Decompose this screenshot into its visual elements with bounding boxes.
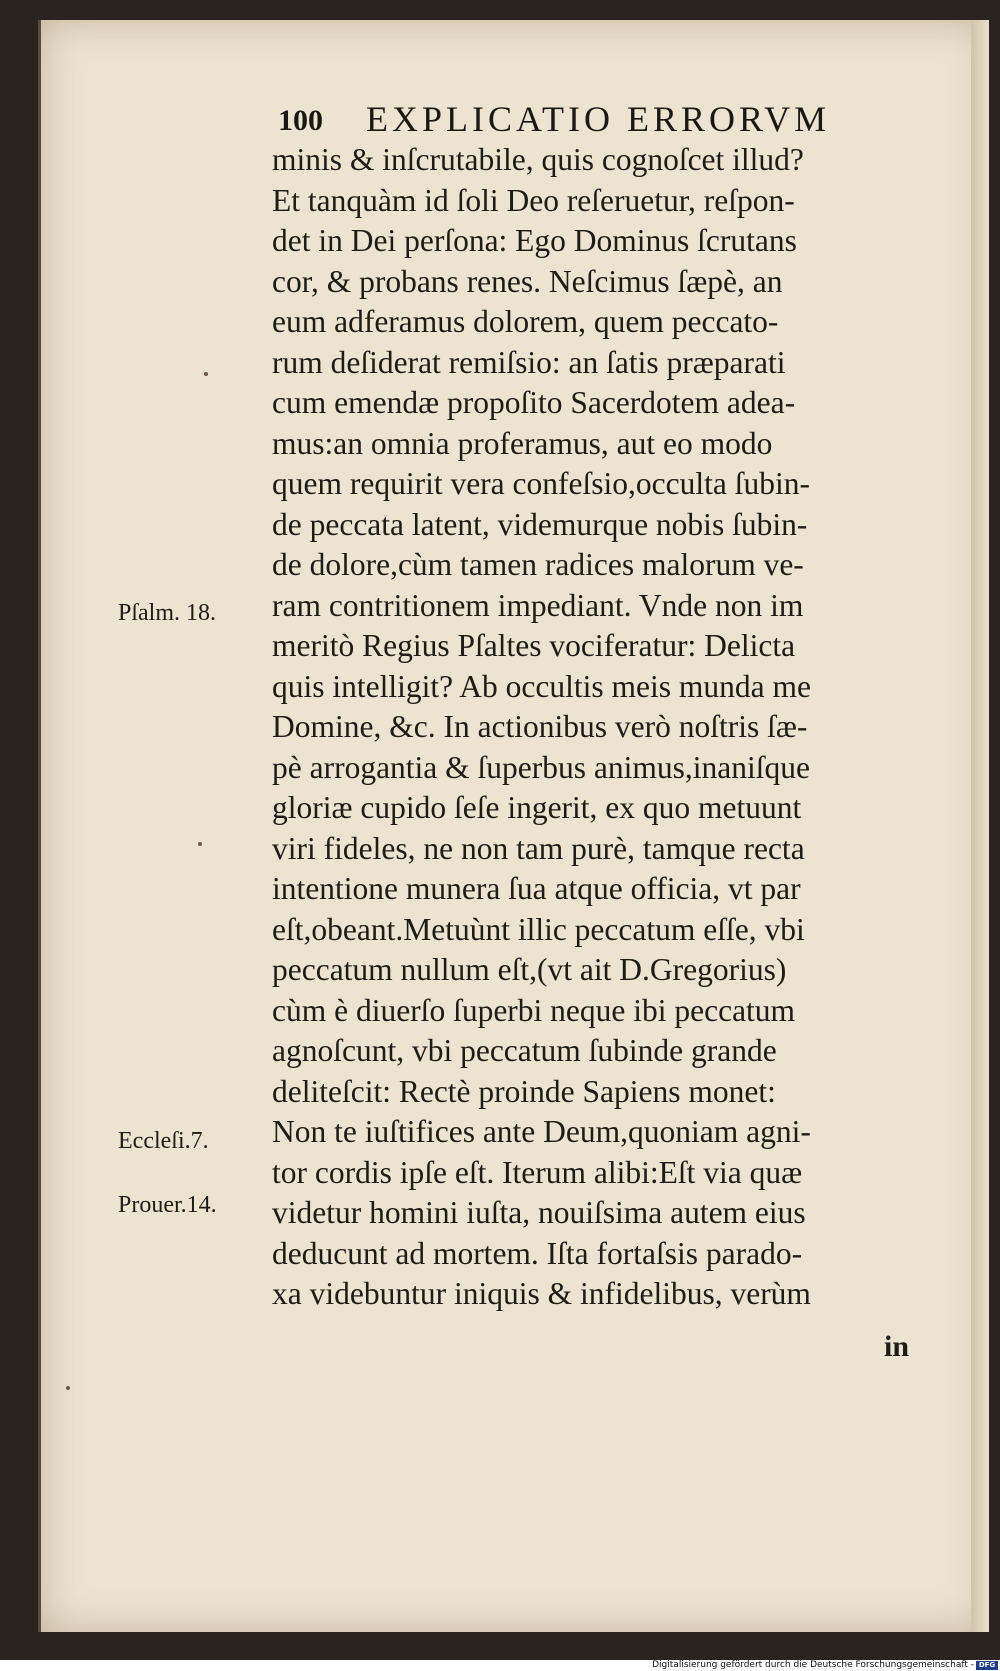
paper-fleck xyxy=(198,842,202,846)
text-line: det in Dei perſona: Ego Dominus ſcrutans xyxy=(272,223,797,258)
text-line: cor, & probans renes. Neſcimus ſæpè, an xyxy=(272,263,783,299)
catchword: in xyxy=(884,1330,910,1363)
text-line: quem requirit vera confeſsio,occulta ſubin- xyxy=(272,466,810,501)
body-text xyxy=(272,140,932,1315)
text-line: pè arrogantia & ſuperbus animus,inaniſque xyxy=(272,749,810,785)
text-line: eum adferamus dolorem, quem peccato- xyxy=(272,304,779,339)
text-line: mus:an omnia proferamus, aut eo modo xyxy=(272,425,773,461)
text-line: ram contritionem impediant. Vnde non im xyxy=(272,587,804,623)
text-line: deliteſcit: Rectè proinde Sapiens monet: xyxy=(272,1073,776,1109)
text-line: meritò Regius Pſaltes vociferatur: Delicta xyxy=(272,628,796,663)
dfg-logo: DFG xyxy=(976,1661,998,1670)
text-line: Domine, &c. In actionibus verò noſtris ſæ- xyxy=(272,709,808,744)
footer-bar xyxy=(0,1660,1000,1671)
text-line: gloriæ cupido ſeſe ingerit, ex quo metuunt xyxy=(272,790,802,825)
paper-fleck xyxy=(204,372,208,376)
text-line: xa videbuntur iniquis & infidelibus, verùm xyxy=(272,1276,811,1311)
text-line: deducunt ad mortem. Iſta fortaſsis parado- xyxy=(272,1235,803,1271)
text-line: videtur homini iuſta, nouiſsima autem eius xyxy=(272,1195,806,1230)
text-line: Non te iuſtifices ante Deum,quoniam agni- xyxy=(272,1114,811,1149)
text-line: tor cordis ipſe eſt. Iterum alibi:Eſt via quæ xyxy=(272,1154,803,1190)
text-line: agnoſcunt, vbi peccatum ſubinde grande xyxy=(272,1033,777,1068)
text-line: de peccata latent, videmurque nobis ſubin- xyxy=(272,506,808,542)
text-line: cum emendæ propoſito Sacerdotem adea- xyxy=(272,385,796,420)
text-line: de dolore,cùm tamen radices malorum ve- xyxy=(272,547,804,582)
funding-credit: Digitalisierung gefördert durch die Deutsche Forschungsgemeinschaft - xyxy=(652,1660,974,1670)
text-line: peccatum nullum eſt,(vt ait D.Gregorius) xyxy=(272,952,787,987)
text-line: minis & inſcrutabile, quis cognoſcet illud? xyxy=(272,142,804,177)
text-line: rum deſiderat remiſsio: an ſatis præparati xyxy=(272,344,786,380)
paper-fleck xyxy=(66,1386,70,1390)
text-line: viri fideles, ne non tam purè, tamque recta xyxy=(272,830,805,866)
page-number: 100 xyxy=(278,104,323,137)
text-line: quis intelligit? Ab occultis meis munda me xyxy=(272,668,811,704)
marginal-note-ecclesiastes: Eccleſi.7. xyxy=(118,1128,209,1154)
page-header xyxy=(278,98,878,144)
page-edge xyxy=(971,20,989,1632)
text-line: eſt,obeant.Metuùnt illic peccatum eſſe, vbi xyxy=(272,911,805,947)
text-line: Et tanquàm id ſoli Deo reſeruetur, reſpon- xyxy=(272,182,795,218)
text-line: intentione munera ſua atque officia, vt par xyxy=(272,871,801,906)
running-title: EXPLICATIO ERRORVM xyxy=(366,99,831,139)
marginal-note-psalm: Pſalm. 18. xyxy=(118,600,217,626)
text-line: cùm è diuerſo ſuperbi neque ibi peccatum xyxy=(272,992,796,1028)
marginal-note-proverbs: Prouer.14. xyxy=(118,1192,217,1218)
